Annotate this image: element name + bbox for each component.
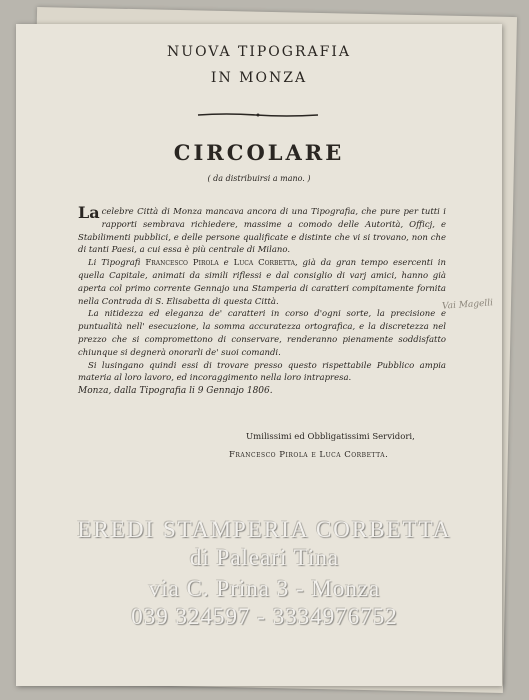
document-subtitle: ( da distribuirsi a mano. ) [207, 174, 311, 183]
signers: Francesco Pirola e Luca Corbetta. [229, 450, 389, 460]
heading-line2: IN MONZA [210, 70, 308, 86]
document-title: CIRCOLARE [173, 140, 345, 165]
paragraph-3: La nitidezza ed eleganza de' caratteri in corso d'ogni sorte, la precisione e puntualità nell' esecuzione, la somma accuratezza ortografica, e la discretezza nel prezzo che si compromettono di conservare, renderanno pienamente soddisfatto chiunque si degnerà onorarli de' suoi comandi. [78, 309, 446, 358]
printer-name-1: Francesco Pirola [145, 258, 219, 269]
watermark-line4: 039 324597 - 3334976752 [131, 604, 398, 629]
watermark-line3: via C. Prina 3 - Monza [148, 576, 381, 601]
paragraph-2-and: e [223, 258, 229, 269]
body-text [78, 203, 447, 398]
paragraph-1-text: celebre Città di Monza mancava ancora di una Tipografia, che pure per tutti i rapporti sembrava richiedere, massime a comodo delle Autorità, Officj, e Stabilimenti pubblici, e delle persone qualificate e distinte che vi si trovano, non che di tanti Paesi, a cui essa è più centrale di Milano. [78, 207, 446, 256]
heading-line1: NUOVA TIPOGRAFIA [167, 44, 351, 60]
paragraph-2 [78, 257, 446, 308]
ornamental-rule [196, 112, 320, 118]
watermark-line2: di Paleari Tina [189, 545, 340, 570]
paragraph-4: Si lusingano quindi essi di trovare presso questo rispettabile Pubblico ampia materia al loro lavoro, ed incoraggimento nella loro intrapresa. [78, 360, 446, 384]
watermark-line1: EREDI STAMPERIA CORBETTA [77, 517, 452, 542]
printer-name-2: Luca Corbetta [233, 258, 295, 269]
paragraph-1 [78, 203, 446, 257]
pencil-margin-note: Vai Magelli [441, 298, 494, 312]
closing-salutation: Umilissimi ed Obbligatissimi Servidori, [246, 432, 415, 442]
paragraph-2-rest: , già da gran tempo esercenti in quella Capitale, animati da simili riflessi e dal consiglio di varj amici, hanno già aperta col primo corrente Gennajo una Stamperia di caratteri compitamente fornita nella Contrada di S. Elisabetta di questa Città. [78, 258, 447, 307]
drop-cap: La [78, 203, 100, 222]
dateline: Monza, dalla Tipografia li 9 Gennajo 1806. [78, 386, 273, 397]
paragraph-2-start: Li Tipografi [88, 258, 141, 269]
